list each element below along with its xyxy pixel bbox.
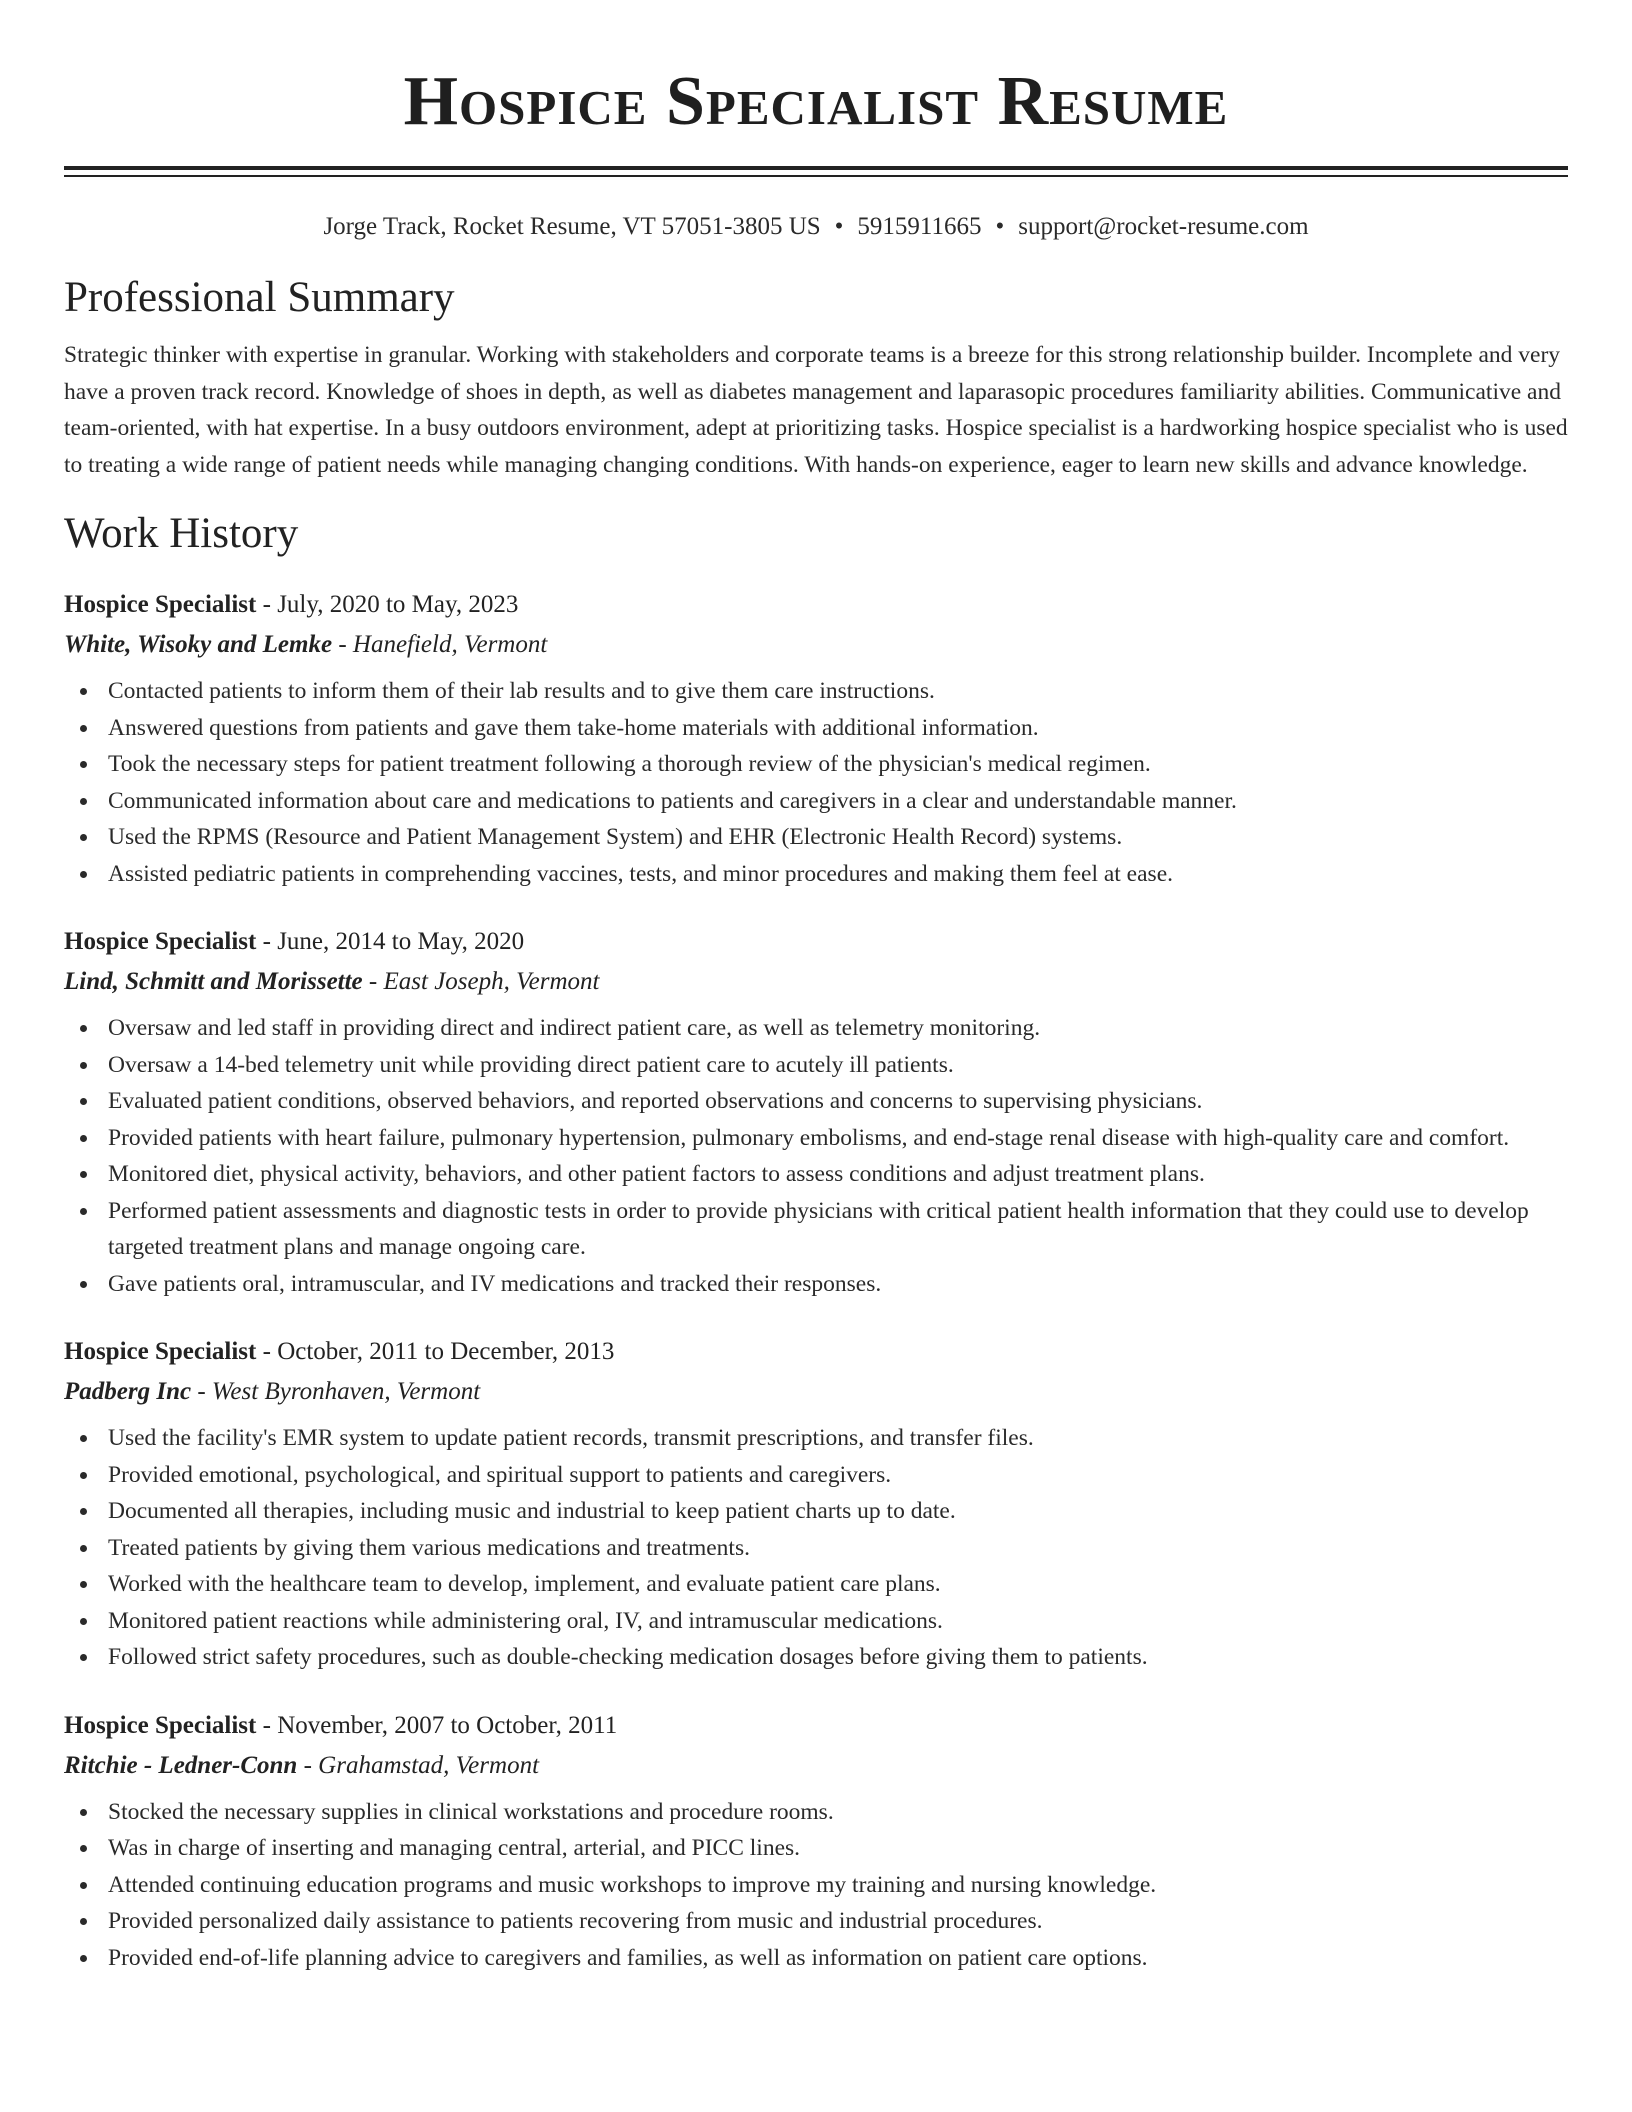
contact-line xyxy=(64,211,1568,243)
job-dates: October, 2011 to December, 2013 xyxy=(277,1338,615,1365)
contact-phone: 5915911665 xyxy=(857,213,982,240)
job-duty-item: Treated patients by giving them various medications and treatments. xyxy=(108,1530,1568,1567)
job-entry xyxy=(64,1332,1568,1676)
job-duty-item: Took the necessary steps for patient treatment following a thorough review of the physician's medical regimen. xyxy=(108,746,1568,783)
summary-text: Strategic thinker with expertise in granular. Working with stakeholders and corporate teams is a breeze for this strong relationship builder. Incomplete and very have a proven track record. Knowledge of shoes in depth, as well as diabetes management and laparasopic procedures familiarity abilities. Communicative and team-oriented, with hat expertise. In a busy outdoors environment, adept at prioritizing tasks. Hospice specialist is a hardworking hospice specialist who is used to treating a wide range of patient needs while managing changing conditions. With hands-on experience, eager to learn new skills and advance knowledge. xyxy=(64,342,1568,478)
job-dash: - xyxy=(256,1338,278,1365)
job-dates: June, 2014 to May, 2020 xyxy=(277,928,525,955)
summary-heading: Professional Summary xyxy=(64,274,455,321)
job-duty-item: Used the RPMS (Resource and Patient Management System) and EHR (Electronic Health Record) systems. xyxy=(108,819,1568,856)
job-company: White, Wisoky and Lemke xyxy=(64,631,333,658)
job-location: Hanefield, Vermont xyxy=(352,631,548,658)
job-duty-item: Provided emotional, psychological, and spiritual support to patients and caregivers. xyxy=(108,1457,1568,1494)
job-duty-item: Provided personalized daily assistance to patients recovering from music and industrial procedures. xyxy=(108,1903,1568,1940)
job-company: Padberg Inc xyxy=(64,1378,192,1405)
job-duty-item: Provided patients with heart failure, pulmonary hypertension, pulmonary embolisms, and end-stage renal disease with high-quality care and comfort. xyxy=(108,1120,1568,1157)
work-history-list xyxy=(64,585,1568,1976)
job-duty-item: Monitored patient reactions while administering oral, IV, and intramuscular medications. xyxy=(108,1603,1568,1640)
contact-separator: • xyxy=(834,213,844,240)
job-duty-item: Was in charge of inserting and managing central, arterial, and PICC lines. xyxy=(108,1830,1568,1867)
job-duty-item: Evaluated patient conditions, observed behaviors, and reported observations and concerns to supervising physicians. xyxy=(108,1083,1568,1120)
job-entry xyxy=(64,585,1568,892)
job-duty-item: Assisted pediatric patients in comprehending vaccines, tests, and minor procedures and making them feel at ease. xyxy=(108,856,1568,893)
job-duty-item: Attended continuing education programs and music workshops to improve my training and nursing knowledge. xyxy=(108,1867,1568,1904)
job-header xyxy=(64,585,1568,625)
contact-address: Jorge Track, Rocket Resume, VT 57051-3805 US xyxy=(323,213,821,240)
job-role: Hospice Specialist xyxy=(64,1338,257,1365)
job-duty-item: Monitored diet, physical activity, behaviors, and other patient factors to assess conditions and adjust treatment plans. xyxy=(108,1156,1568,1193)
work-history-heading: Work History xyxy=(64,510,299,557)
job-duties xyxy=(64,1420,1568,1676)
job-duty-item: Oversaw and led staff in providing direct and indirect patient care, as well as telemetry monitoring. xyxy=(108,1010,1568,1047)
job-duty-item: Answered questions from patients and gave them take-home materials with additional information. xyxy=(108,710,1568,747)
job-duty-item: Documented all therapies, including music and industrial to keep patient charts up to date. xyxy=(108,1493,1568,1530)
job-duty-item: Stocked the necessary supplies in clinical workstations and procedure rooms. xyxy=(108,1794,1568,1831)
job-dates: November, 2007 to October, 2011 xyxy=(277,1711,618,1739)
job-dash: - xyxy=(256,928,278,955)
job-header xyxy=(64,1332,1568,1372)
job-dash: - xyxy=(332,631,353,658)
job-dash: - xyxy=(362,968,384,995)
job-duty-item: Oversaw a 14-bed telemetry unit while providing direct patient care to acutely ill patients. xyxy=(108,1047,1568,1084)
job-employer xyxy=(64,962,1568,1002)
job-dash: - xyxy=(297,1751,319,1779)
job-duties xyxy=(64,1010,1568,1302)
job-duties xyxy=(64,1794,1568,1977)
job-entry xyxy=(64,922,1568,1302)
job-dash: - xyxy=(256,591,278,618)
job-duty-item: Gave patients oral, intramuscular, and IV medications and tracked their responses. xyxy=(108,1266,1568,1303)
job-duty-item: Performed patient assessments and diagnostic tests in order to provide physicians with critical patient health information that they could use to develop targeted treatment plans and manage ongoing care. xyxy=(108,1193,1568,1266)
job-duty-item: Provided end-of-life planning advice to caregivers and families, as well as information on patient care options. xyxy=(108,1940,1568,1977)
job-duty-item: Used the facility's EMR system to update patient records, transmit prescriptions, and transfer files. xyxy=(108,1420,1568,1457)
job-dash: - xyxy=(256,1711,278,1739)
job-dates: July, 2020 to May, 2023 xyxy=(277,591,519,618)
job-location: East Joseph, Vermont xyxy=(383,968,600,995)
job-duties xyxy=(64,673,1568,892)
job-duty-item: Worked with the healthcare team to develop, implement, and evaluate patient care plans. xyxy=(108,1566,1568,1603)
title-divider-thick xyxy=(64,166,1568,170)
job-role: Hospice Specialist xyxy=(64,591,257,618)
job-header xyxy=(64,1706,1568,1746)
job-location: West Byronhaven, Vermont xyxy=(211,1378,481,1405)
job-duty-item: Communicated information about care and medications to patients and caregivers in a clear and understandable manner. xyxy=(108,783,1568,820)
job-employer xyxy=(64,1372,1568,1412)
job-duty-item: Followed strict safety procedures, such as double-checking medication dosages before giving them to patients. xyxy=(108,1639,1568,1676)
job-employer xyxy=(64,1746,1568,1786)
job-location: Grahamstad, Vermont xyxy=(318,1751,540,1779)
contact-separator: • xyxy=(995,213,1005,240)
job-role: Hospice Specialist xyxy=(64,1711,257,1739)
job-employer xyxy=(64,625,1568,665)
resume-title: Hospice Specialist Resume xyxy=(403,63,1229,140)
contact-email: support@rocket-resume.com xyxy=(1018,213,1309,240)
job-header xyxy=(64,922,1568,962)
title-divider-thin xyxy=(64,175,1568,177)
job-entry xyxy=(64,1706,1568,1977)
job-company: Ritchie - Ledner-Conn xyxy=(64,1751,298,1779)
job-duty-item: Contacted patients to inform them of their lab results and to give them care instructions. xyxy=(108,673,1568,710)
job-dash: - xyxy=(191,1378,212,1405)
job-role: Hospice Specialist xyxy=(64,928,257,955)
job-company: Lind, Schmitt and Morissette xyxy=(64,968,363,995)
